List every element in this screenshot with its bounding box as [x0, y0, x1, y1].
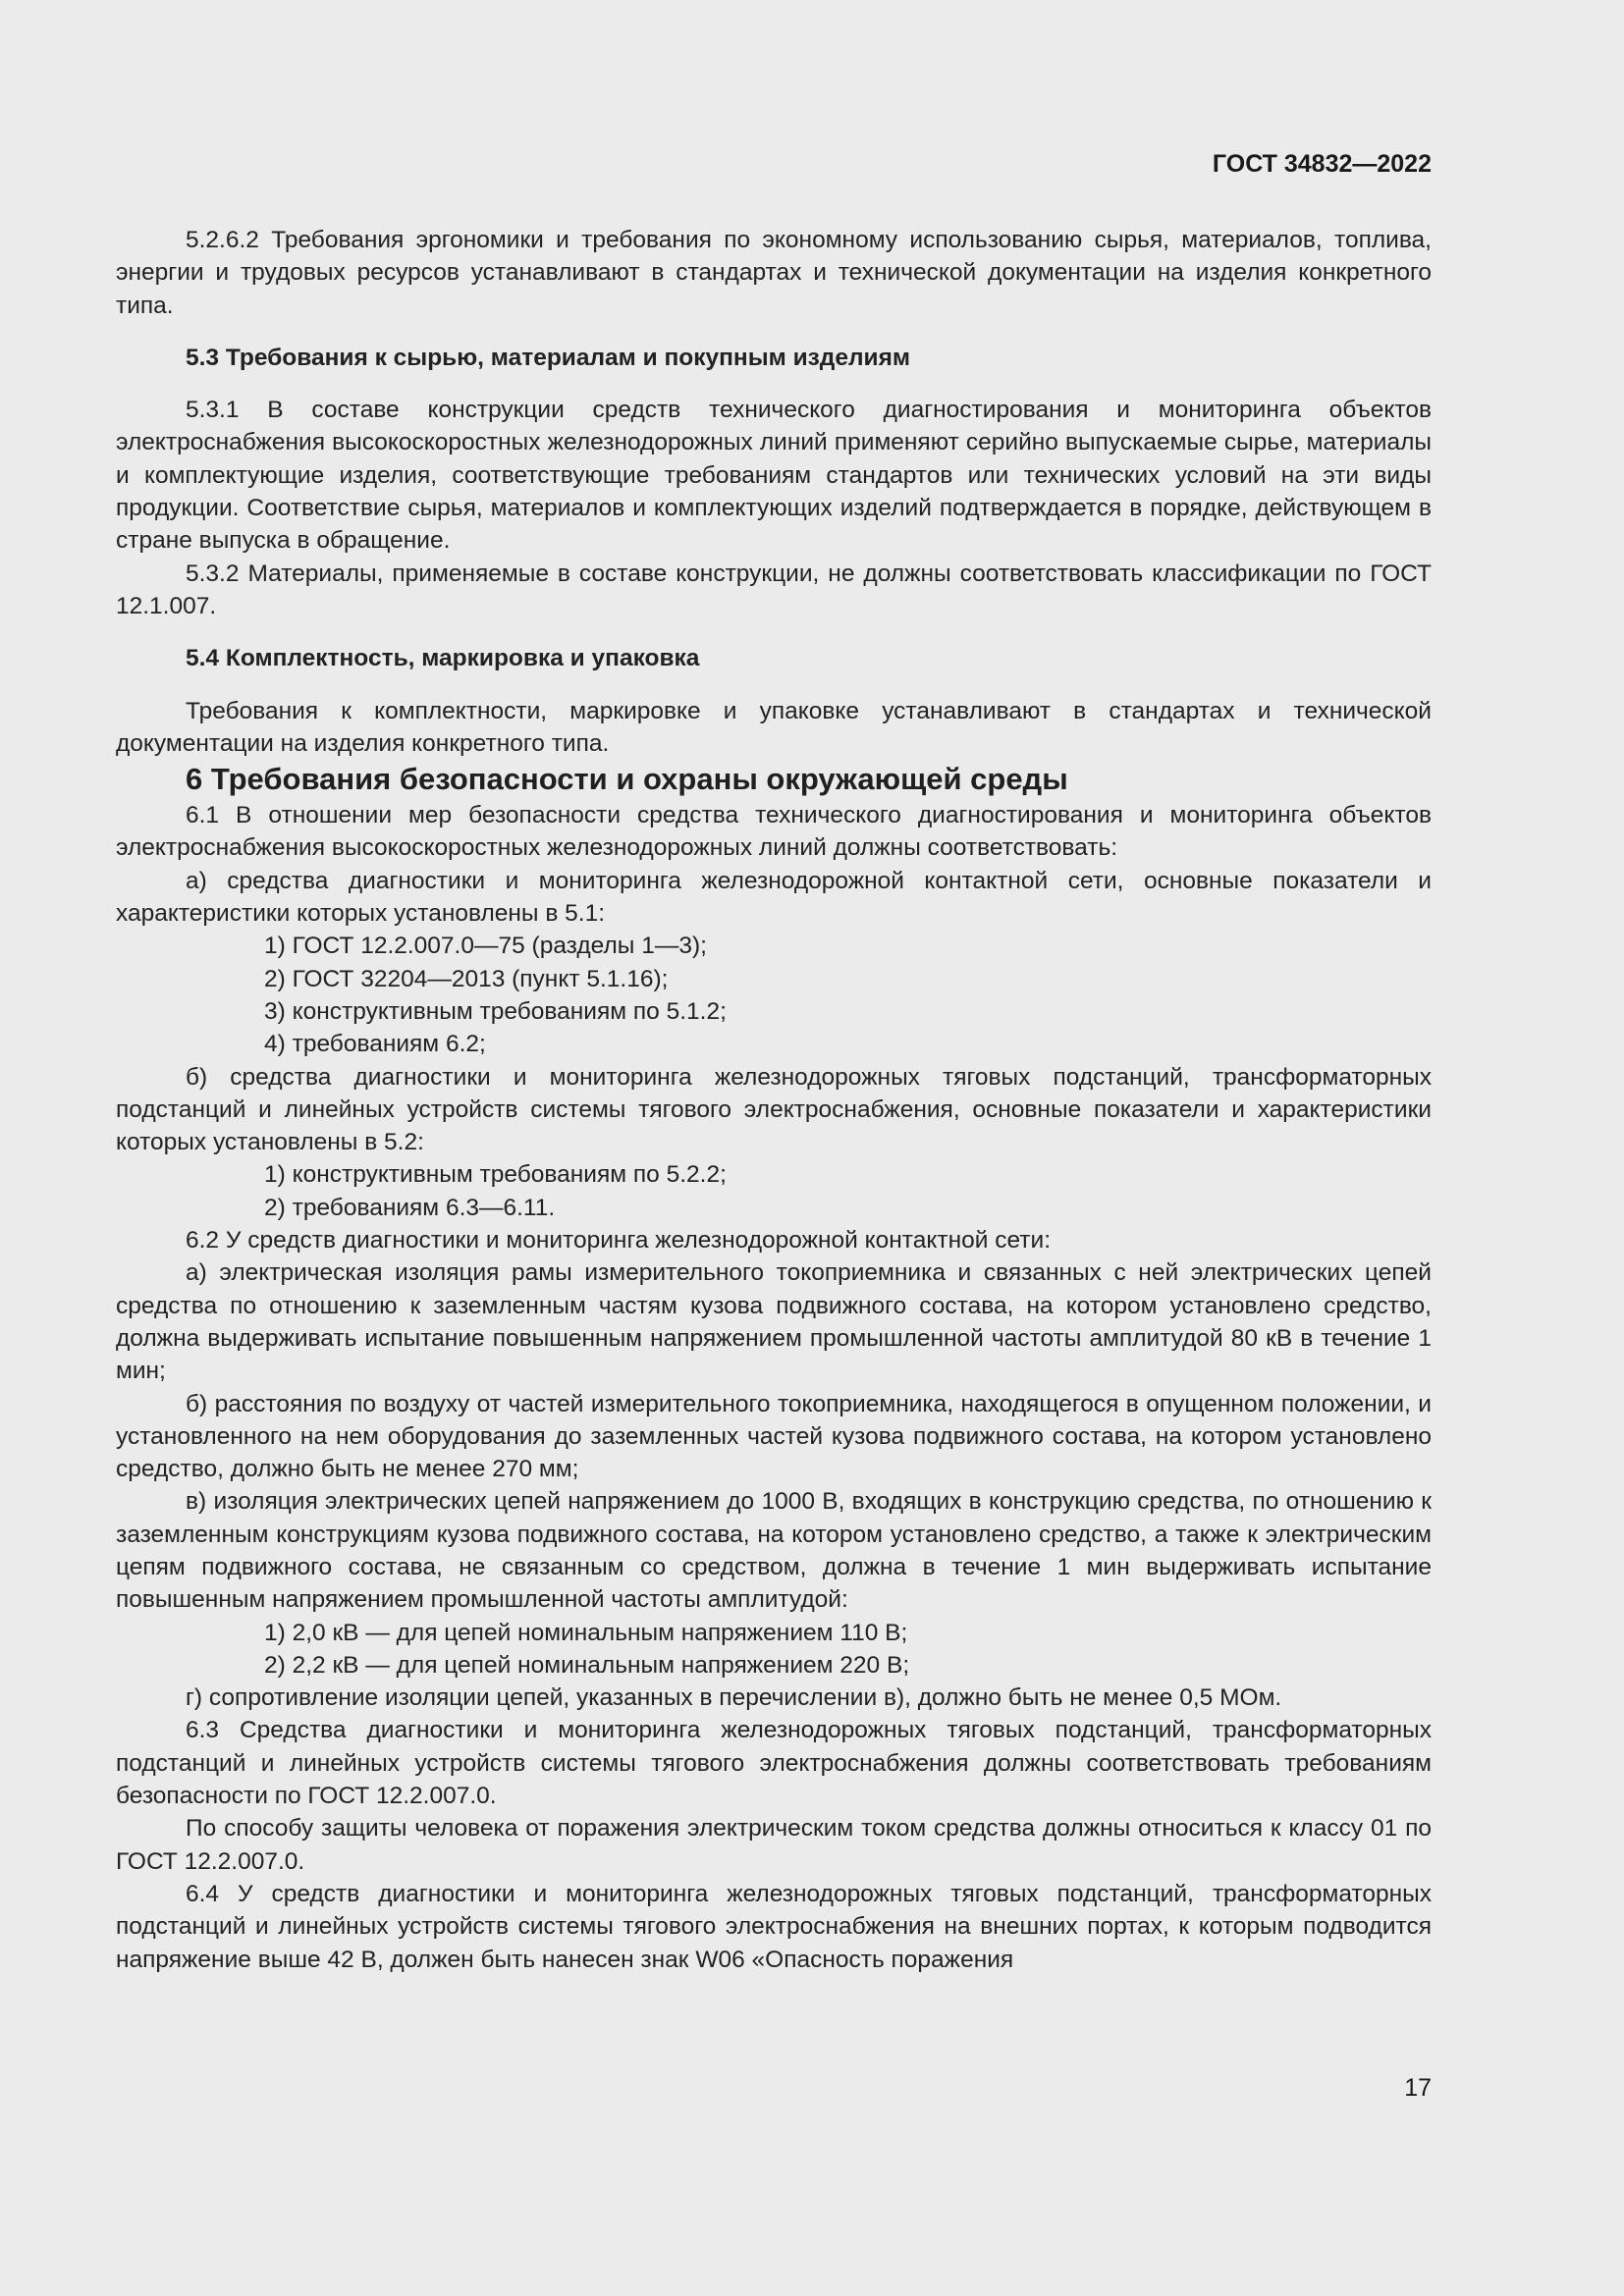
paragraph-6-4: 6.4 У средств диагностики и мониторинга железнодорожных тяговых подстанций, трансформаторных подстанций и линейных устройств системы тягового электроснабжения на внешних портах, к которым подводится напряжение выше 42 В, должен быть нанесен знак W06 «Опасность поражения	[116, 1880, 1432, 1973]
list-item-6-1-a-1: 1) ГОСТ 12.2.007.0—75 (разделы 1—3);	[264, 933, 707, 960]
subsection-heading-5-3: 5.3 Требования к сырью, материалам и покупным изделиям	[186, 344, 911, 371]
paragraph-5-4: Требования к комплектности, маркировке и упаковке устанавливают в стандартах и технической документации на изделия конкретного типа.	[116, 697, 1432, 757]
document-body	[116, 224, 1432, 1976]
paragraph-5-3-1: 5.3.1 В составе конструкции средств технического диагностирования и мониторинга объектов электроснабжения высокоскоростных железнодорожных линий применяют серийно выпускаемые сырье, материалы и комплектующие изделия, соответствующие требованиям стандартов или технических условий на эти виды продукции. Соответствие сырья, материалов и комплектующих изделий подтверждается в порядке, действующем в стране выпуска в обращение.	[116, 397, 1432, 555]
paragraph-6-2: 6.2 У средств диагностики и мониторинга железнодорожной контактной сети:	[186, 1227, 1052, 1255]
paragraph-6-3-protection-class: По способу защиты человека от поражения электрическим током средства должны относиться к классу 01 по ГОСТ 12.2.007.0.	[116, 1815, 1432, 1875]
paragraph-5-2-6-2: 5.2.6.2 Требования эргономики и требования по экономному использованию сырья, материалов, топлива, энергии и трудовых ресурсов устанавливают в стандартах и технической документации на изделия конкретного типа.	[116, 227, 1432, 319]
list-item-6-2-g: г) сопротивление изоляции цепей, указанных в перечислении в), должно быть не менее 0,5 МОм.	[186, 1684, 1282, 1712]
subsection-heading-5-4: 5.4 Комплектность, маркировка и упаковка	[186, 645, 700, 672]
paragraph-5-3-2: 5.3.2 Материалы, применяемые в составе конструкции, не должны соответствовать классификации по ГОСТ 12.1.007.	[116, 560, 1432, 619]
paragraph-6-3: 6.3 Средства диагностики и мониторинга железнодорожных тяговых подстанций, трансформаторных подстанций и линейных устройств системы тягового электроснабжения должны соответствовать требованиям безопасности по ГОСТ 12.2.007.0.	[116, 1717, 1432, 1810]
list-item-6-1-a-2: 2) ГОСТ 32204—2013 (пункт 5.1.16);	[264, 965, 669, 992]
list-item-6-1-b: б) средства диагностики и мониторинга железнодорожных тяговых подстанций, трансформаторных подстанций и линейных устройств системы тягового электроснабжения, основные показатели и характеристики которых установлены в 5.2:	[116, 1063, 1432, 1156]
list-item-6-2-b: б) расстояния по воздуху от частей измерительного токоприемника, находящегося в опущенном положении, и установленного на нем оборудования до заземленных частей кузова подвижного состава, на котором установлено средство, должно быть не менее 270 мм;	[116, 1390, 1432, 1483]
section-heading-6: 6 Требования безопасности и охраны окружающей среды	[186, 762, 1068, 797]
page-number: 17	[1404, 2074, 1432, 2102]
list-item-6-2-a: а) электрическая изоляция рамы измерительного токоприемника и связанных с ней электрических цепей средства по отношению к заземленным частям кузова подвижного состава, на котором установлено средство, должна выдерживать испытание повышенным напряжением промышленной частоты амплитудой 80 кВ в течение 1 мин;	[116, 1259, 1432, 1385]
list-item-6-1-a-4: 4) требованиям 6.2;	[264, 1031, 486, 1058]
document-page	[116, 0, 1432, 2296]
list-item-6-1-b-2: 2) требованиям 6.3—6.11.	[264, 1194, 556, 1221]
standard-header: ГОСТ 34832—2022	[1212, 150, 1432, 178]
list-item-6-1-a-3: 3) конструктивным требованиям по 5.1.2;	[264, 997, 727, 1025]
list-item-6-2-v-1: 1) 2,0 кВ — для цепей номинальным напряжением 110 В;	[264, 1619, 908, 1646]
list-item-6-1-b-1: 1) конструктивным требованиям по 5.2.2;	[264, 1161, 727, 1189]
list-item-6-2-v-2: 2) 2,2 кВ — для цепей номинальным напряжением 220 В;	[264, 1651, 910, 1679]
list-item-6-2-v: в) изоляция электрических цепей напряжением до 1000 В, входящих в конструкцию средства, по отношению к заземленным конструкциям кузова подвижного состава, на котором установлено средство, а также к электрическим цепям подвижного состава, не связанным со средством, должна в течение 1 мин выдерживать испытание повышенным напряжением промышленной частоты амплитудой:	[116, 1488, 1432, 1614]
paragraph-6-1: 6.1 В отношении мер безопасности средства технического диагностирования и мониторинга объектов электроснабжения высокоскоростных железнодорожных линий должны соответствовать:	[116, 802, 1432, 862]
list-item-6-1-a: а) средства диагностики и мониторинга железнодорожной контактной сети, основные показатели и характеристики которых установлены в 5.1:	[116, 867, 1432, 928]
